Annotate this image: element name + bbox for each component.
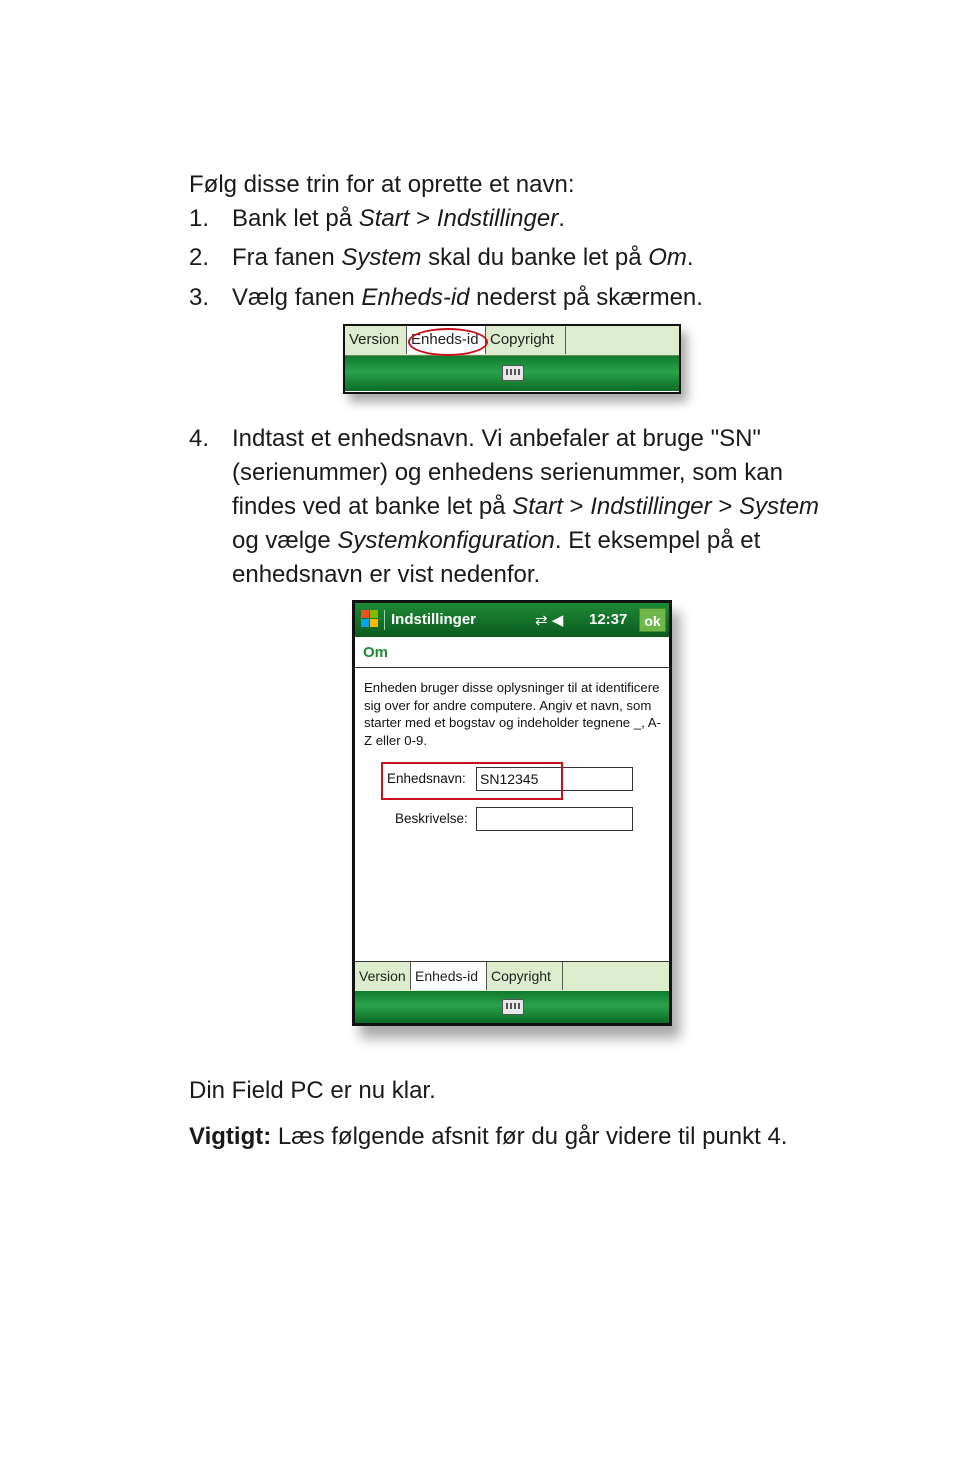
keyboard-icon[interactable] (502, 365, 524, 381)
description-input[interactable] (476, 807, 633, 831)
device-name-input[interactable]: SN12345 (476, 767, 633, 791)
tab-bar (355, 961, 669, 991)
ready-text: Din Field PC er nu klar. (189, 1077, 436, 1104)
device-name-label: Enhedsnavn: (387, 771, 466, 786)
title-bar (355, 603, 669, 637)
tab-version[interactable]: Version (345, 326, 407, 354)
tab-bar (345, 326, 679, 356)
intro-text: Følg disse trin for at oprette et navn: (189, 171, 575, 198)
tab-strip-screenshot (343, 324, 681, 394)
ok-button[interactable]: ok (639, 608, 666, 632)
title-separator (384, 610, 385, 630)
step-number: 1. (189, 205, 210, 232)
description-text: Enheden bruger disse oplysninger til at identificere sig over for andre computere. Angiv et navn, som starter med et bogstav og indeholder tegnene _, A-Z eller 0-9. (364, 680, 661, 748)
windows-start-icon[interactable] (361, 610, 379, 628)
step-text: Vælg fanen Enheds-id nederst på skærmen. (232, 284, 703, 311)
tab-copyright[interactable]: Copyright (487, 962, 563, 990)
tab-version[interactable]: Version (355, 962, 411, 990)
device-screenshot (352, 600, 672, 1026)
keyboard-icon[interactable] (502, 999, 524, 1015)
window-title: Indstillinger (391, 611, 477, 628)
important-note: Vigtigt: Læs følgende afsnit før du går videre til punkt 4. (189, 1123, 788, 1150)
step-number: 2. (189, 244, 210, 271)
page-title: Om (355, 637, 669, 668)
menu-bar (345, 356, 679, 391)
important-label: Vigtigt: (189, 1123, 272, 1150)
step-text: Bank let på Start > Indstillinger. (232, 205, 565, 232)
tab-enheds-id[interactable]: Enheds-id (407, 326, 486, 354)
tab-copyright[interactable]: Copyright (486, 326, 566, 354)
highlight-circle (408, 328, 488, 356)
step-text: Fra fanen System skal du banke let på Om. (232, 244, 694, 271)
tab-enheds-id[interactable]: Enheds-id (411, 962, 487, 990)
speaker-icon[interactable]: ◀ (551, 612, 564, 629)
step-text: Indtast et enhedsnavn. Vi anbefaler at bruge "SN" (serienummer) og enhedens serienummer, som kan findes ved at banke let på Start > Indstillinger > System og vælge Systemkonfiguration. Et eksempel på et enhedsnavn er vist nedenfor. (232, 425, 820, 588)
status-icons[interactable] (535, 611, 563, 629)
step-number: 3. (189, 284, 210, 311)
clock[interactable]: 12:37 (589, 611, 628, 628)
menu-bar (355, 991, 669, 1023)
connectivity-icon[interactable]: ⇄ (535, 612, 548, 629)
description-label: Beskrivelse: (395, 811, 468, 826)
step-number: 4. (189, 425, 210, 452)
highlight-box (381, 762, 563, 800)
